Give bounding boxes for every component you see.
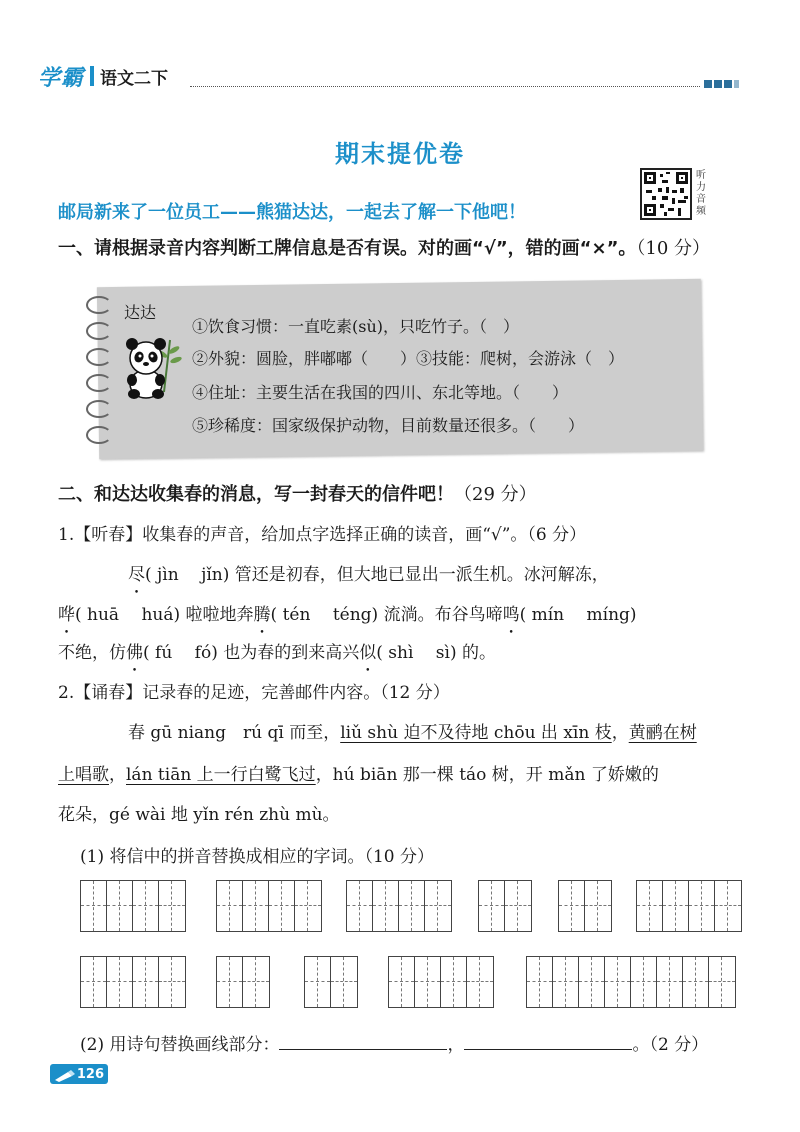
panda-icon (118, 332, 182, 402)
dotted-char: 佛 (126, 643, 143, 663)
q1-line1-text: ( jìn jǐn) 管还是初春，但大地已显出一派生机。冰河解冻， (145, 565, 609, 585)
binder-ring-icon (86, 400, 112, 418)
q2-para-line1 (128, 718, 697, 743)
dotted-char: 尽 (128, 565, 145, 585)
q2-line2-b: ，hú biān 那一棵 táo 树，开 mǎn 了娇嫩的 (315, 765, 659, 785)
q2-line2-a: ， (109, 765, 126, 785)
q1-heading: 1.【听春】收集春的声音，给加点字选择正确的读音，画“√”。（6 分） (58, 525, 587, 545)
logo-divider (90, 66, 94, 86)
answer-grid[interactable] (478, 880, 532, 932)
binder-ring-icon (86, 374, 112, 392)
q1-line3-a: 不绝，仿 (58, 643, 126, 663)
q1-line2-a: ( huā huá) 啦啦地奔 (75, 605, 254, 625)
answer-grid-row-2 (0, 956, 800, 1008)
answer-grid[interactable] (346, 880, 452, 932)
qr-caption: 听力音频 (696, 170, 706, 217)
q2-line1-a: 春 gū niang rú qī 而至， (128, 723, 341, 743)
answer-grid[interactable] (216, 880, 322, 932)
q2-sub2-end: 。（2 分） (632, 1035, 709, 1055)
header-square-icon (714, 80, 722, 88)
q2-sub2 (80, 1030, 708, 1055)
card-line-1: ①饮食习惯：一直吃素(sù)，只吃竹子。（ ） (192, 317, 520, 336)
answer-grid[interactable] (304, 956, 358, 1008)
underlined-text: 黄鹂在树 (628, 723, 697, 743)
q1-line2-b: ( tén téng) 流淌。布谷鸟啼 (270, 605, 503, 625)
header-logo (38, 62, 168, 90)
section1-heading-text: 一、请根据录音内容判断工牌信息是否有误。对的画“√”，错的画“×”。 (58, 238, 637, 259)
section1-score: （10 分） (636, 238, 711, 259)
answer-blank-2[interactable] (464, 1035, 632, 1050)
binder-ring-icon (86, 348, 112, 366)
q2-line1-b: ， (611, 723, 629, 743)
answer-grid[interactable] (526, 956, 736, 1008)
pencil-icon (54, 1067, 76, 1079)
answer-grid[interactable] (216, 956, 270, 1008)
q2-sub1: (1) 将信中的拼音替换成相应的字词。（10 分） (80, 847, 435, 867)
qr-code-icon[interactable] (640, 168, 692, 220)
header-rule (190, 86, 700, 87)
q2-heading: 2.【诵春】记录春的足迹，完善邮件内容。（12 分） (58, 683, 450, 703)
answer-grid[interactable] (388, 956, 494, 1008)
q1-line2-c: ( mín míng) (519, 605, 637, 625)
binder-ring-icon (86, 322, 112, 340)
underlined-text: lán tiān 上一行白鹭飞过 (126, 765, 316, 785)
card-line-2: ②外貌：圆脸，胖嘟嘟（ ）③技能：爬树，会游泳（ ） (192, 349, 625, 368)
answer-grid[interactable] (636, 880, 742, 932)
section2-heading-text: 二、和达达收集春的消息，写一封春天的信件吧！ (58, 484, 454, 505)
underlined-text: 上唱歌 (58, 765, 109, 785)
brand-logo: 学霸 (38, 65, 85, 91)
q2-para-line2 (58, 760, 659, 785)
q1-para-line3 (58, 638, 496, 663)
section2-heading (58, 480, 537, 506)
answer-grid-row-1 (0, 880, 800, 932)
answer-grid[interactable] (80, 956, 186, 1008)
q2-sub2-text: (2) 用诗句替换画线部分： (80, 1035, 280, 1055)
section1-heading (58, 234, 710, 260)
card-line-3: ④住址：主要生活在我国的四川、东北等地。（ ） (192, 383, 569, 402)
q1-line3-c: ( shì sì) 的。 (376, 643, 496, 663)
dotted-char: 腾 (253, 605, 271, 625)
intro-text: 邮局新来了一位员工——熊猫达达，一起去了解一下他吧！ (58, 202, 526, 223)
underlined-text: liǔ shù 迫不及待地 chōu 出 xīn 枝 (340, 723, 612, 743)
binder-ring-icon (86, 296, 112, 314)
answer-grid[interactable] (80, 880, 186, 932)
q2-para-line3: 花朵，gé wài 地 yǐn rén zhù mù。 (58, 805, 340, 825)
q1-line3-b: ( fú fó) 也为春的到来高兴 (143, 643, 360, 663)
page-number: 126 (76, 1066, 104, 1082)
header-square-icon (704, 80, 712, 88)
q1-para-line2 (58, 600, 637, 625)
card-line-4: ⑤珍稀度：国家级保护动物，目前数量还很多。（ ） (192, 416, 585, 435)
dotted-char: 鸣 (502, 605, 520, 625)
page-title: 期末提优卷 (335, 140, 465, 168)
answer-blank-1[interactable] (279, 1035, 447, 1050)
binder-ring-icon (86, 426, 112, 444)
subject-label: 语文二下 (100, 68, 169, 89)
header-square-icon (724, 80, 732, 88)
section2-score: （29 分） (454, 484, 537, 505)
header-square-icon (734, 80, 739, 88)
card-name: 达达 (124, 303, 157, 322)
q2-sub2-separator: ， (447, 1035, 465, 1055)
dotted-char: 哗 (58, 605, 75, 625)
answer-grid[interactable] (558, 880, 612, 932)
dotted-char: 似 (359, 643, 377, 663)
q1-para-line1 (128, 560, 609, 585)
